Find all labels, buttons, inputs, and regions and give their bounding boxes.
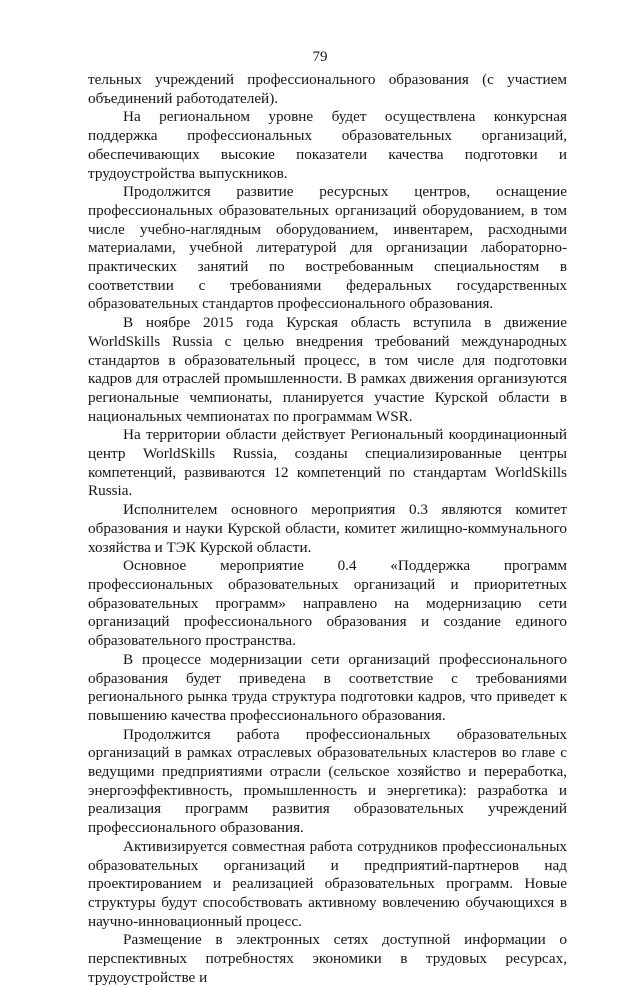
paragraph-8: В процессе модернизации сети организаций профессионального образования будет приведена в соответствие с требованиями регионального рынка труда структура подготовки кадров, что приведет к повышению качества профессионального образования. [88,650,567,724]
paragraph-1: тельных учреждений профессионального образования (с участием объединений работодателей). [88,71,567,107]
paragraph-10: Активизируется совместная работа сотрудников профессиональных образовательных организаций и предприятий-партнеров над проектированием и реализацией образовательных программ. Новые структуры будут способствовать активному вовлечению обучающихся в научно-инновационный процесс. [88,837,567,930]
paragraph-11: Размещение в электронных сетях доступной информации о перспективных потребностях экономики в трудовых ресурсах, трудоустройстве и [88,931,567,986]
paragraph-2: На региональном уровне будет осуществлена конкурсная поддержка профессиональных образовательных организаций, обеспечивающих высокие показатели качества подготовки и трудоустройства выпускников. [88,108,567,182]
paragraph-9: Продолжится работа профессиональных образовательных организаций в рамках отраслевых образовательных кластеров во главе с ведущими предприятиями отрасли (сельское хозяйство и переработка, энергоэффективность, промышленность и энергетика): разработка и реализация программ развития образовательных учреждений профессионального образования. [88,725,567,837]
paragraph-4: В ноябре 2015 года Курская область вступила в движение WorldSkills Russia с целью внедрения требований международных стандартов в образовательный процесс, в том числе для подготовки кадров для отраслей промышленности. В рамках движения организуются региональные чемпионаты, планируется участие Курской области в национальных чемпионатах по программам WSR. [88,314,567,425]
paragraph-7: Основное мероприятие 0.4 «Поддержка программ профессиональных образовательных организаций и приоритетных образовательных программ» направлено на модернизацию сети организаций профессионального образования и создание единого образовательного пространства. [88,557,567,650]
paragraph-6: Исполнителем основного мероприятия 0.3 являются комитет образования и науки Курской области, комитет жилищно-коммунального хозяйства и ТЭК Курской области. [88,501,567,556]
paragraph-5: На территории области действует Региональный координационный центр WorldSkills Russia, созданы специализированные центры компетенций, развиваются 12 компетенций по стандартам WorldSkills Russia. [88,426,567,500]
paragraph-3: Продолжится развитие ресурсных центров, оснащение профессиональных образовательных организаций оборудованием, в том числе учебно-наглядным оборудованием, инвентарем, расходными материалами, учебной литературой для организации лабораторно-практических занятий по востребованным специальностям в соответствии с требованиями федеральных государственных образовательных стандартов профессионального образования. [88,183,567,313]
document-body [88,71,567,987]
page-number: 79 [312,49,328,65]
